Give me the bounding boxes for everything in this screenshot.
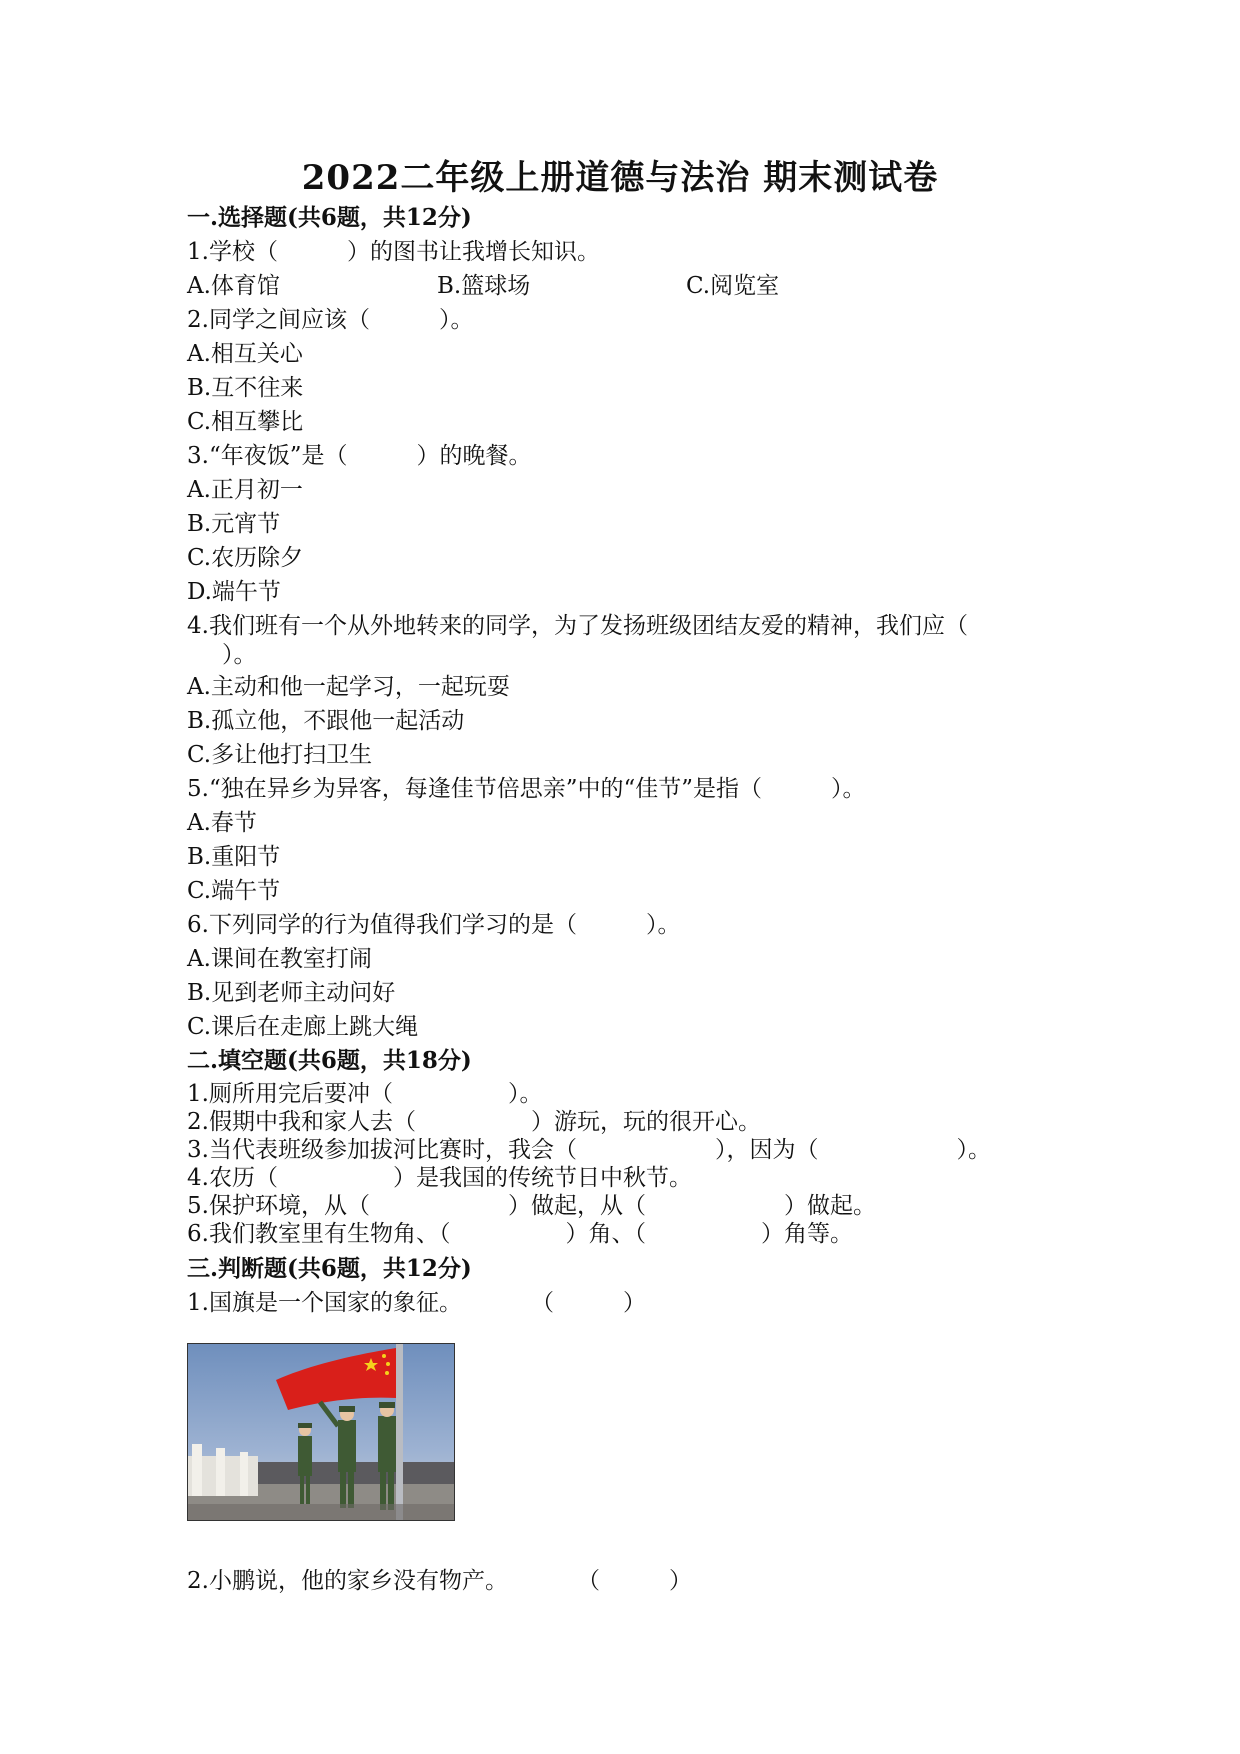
question-2-option-b: B.互不往来 <box>187 375 304 401</box>
fill-blank-4: 4.农历（ ）是我国的传统节日中秋节。 <box>187 1165 692 1191</box>
question-1-stem: 1.学校（ ）的图书让我增长知识。 <box>187 239 600 265</box>
question-4-option-b: B.孤立他，不跟他一起活动 <box>187 708 465 734</box>
flag-raising-photo <box>187 1343 455 1521</box>
question-6-option-a: A.课间在教室打闹 <box>187 946 372 972</box>
question-2-stem: 2.同学之间应该（ ）。 <box>187 307 474 333</box>
question-1-option-b: B.篮球场 <box>437 273 531 299</box>
fill-blank-5: 5.保护环境，从（ ）做起，从（ ）做起。 <box>187 1193 876 1219</box>
question-3-option-d: D.端午节 <box>187 579 281 605</box>
question-1-option-a: A.体育馆 <box>187 273 280 299</box>
question-5-option-a: A.春节 <box>187 810 257 836</box>
question-3-stem: 3.“年夜饭”是（ ）的晚餐。 <box>187 443 532 469</box>
question-5-stem: 5.“独在异乡为异客，每逢佳节倍思亲”中的“佳节”是指（ ）。 <box>187 776 866 802</box>
question-3-option-a: A.正月初一 <box>187 477 303 503</box>
question-2-option-a: A.相互关心 <box>187 341 303 367</box>
question-2-option-c: C.相互攀比 <box>187 409 304 435</box>
question-4-option-a: A.主动和他一起学习，一起玩耍 <box>187 674 510 700</box>
question-5-option-c: C.端午节 <box>187 878 281 904</box>
question-5-option-b: B.重阳节 <box>187 844 281 870</box>
fill-blank-6: 6.我们教室里有生物角、（ ）角、（ ）角等。 <box>187 1221 853 1247</box>
fill-blank-1: 1.厕所用完后要冲（ ）。 <box>187 1081 543 1107</box>
section2-heading: 二.填空题(共6题，共18分) <box>187 1047 472 1074</box>
question-3-option-b: B.元宵节 <box>187 511 281 537</box>
exam-title: 2022二年级上册道德与法治 期末测试卷 <box>301 158 939 198</box>
section3-heading: 三.判断题(共6题，共12分) <box>187 1255 472 1282</box>
section1-heading: 一.选择题(共6题，共12分) <box>187 204 472 231</box>
question-6-stem: 6.下列同学的行为值得我们学习的是（ ）。 <box>187 912 681 938</box>
question-4-option-c: C.多让他打扫卫生 <box>187 742 373 768</box>
fill-blank-3: 3.当代表班级参加拔河比赛时，我会（ ），因为（ ）。 <box>187 1137 991 1163</box>
fill-blank-2: 2.假期中我和家人去（ ）游玩，玩的很开心。 <box>187 1109 761 1135</box>
question-6-option-c: C.课后在走廊上跳大绳 <box>187 1014 419 1040</box>
question-3-option-c: C.农历除夕 <box>187 545 304 571</box>
question-6-option-b: B.见到老师主动问好 <box>187 980 396 1006</box>
question-4-stem: 4.我们班有一个从外地转来的同学，为了发扬班级团结友爱的精神，我们应（ <box>187 613 968 639</box>
true-false-1: 1.国旗是一个国家的象征。 （ ） <box>187 1290 646 1316</box>
question-4-stem-continued: ）。 <box>222 642 257 668</box>
question-1-option-c: C.阅览室 <box>686 273 780 299</box>
true-false-2: 2.小鹏说，他的家乡没有物产。 （ ） <box>187 1568 692 1594</box>
